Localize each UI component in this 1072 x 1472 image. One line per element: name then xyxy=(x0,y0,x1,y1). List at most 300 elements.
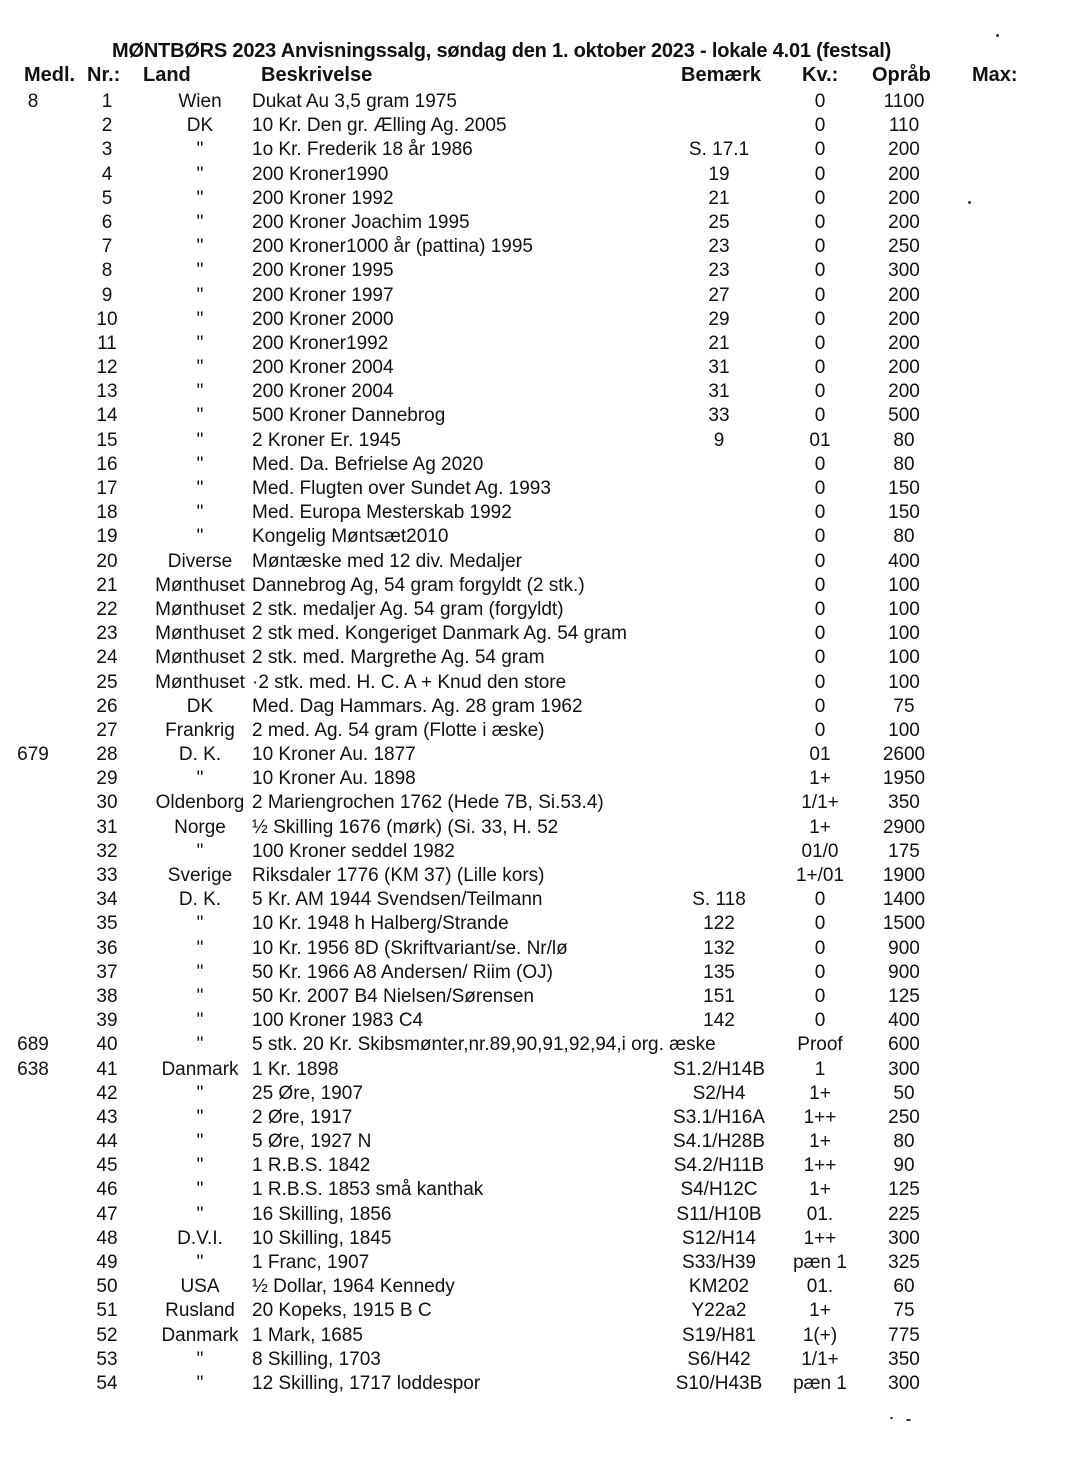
scan-speck xyxy=(890,1417,893,1419)
header-max: Max: xyxy=(972,64,1018,86)
cell-land: " xyxy=(196,405,204,427)
cell-oprab: 50 xyxy=(893,1082,915,1104)
cell-nr: 13 xyxy=(96,381,118,403)
table-row xyxy=(0,187,1072,211)
cell-beskrivelse: 10 Kr. Den gr. Ælling Ag. 2005 xyxy=(252,115,507,137)
cell-kv: 0 xyxy=(814,115,826,137)
cell-oprab: 100 xyxy=(888,623,920,645)
header-kv: Kv.: xyxy=(802,64,839,86)
table-row xyxy=(0,308,1072,332)
cell-nr: 17 xyxy=(96,478,118,499)
cell-nr: 50 xyxy=(96,1276,118,1298)
cell-beskrivelse: Riksdaler 1776 (KM 37) (Lille kors) xyxy=(252,865,545,886)
cell-kv: 1+ xyxy=(809,816,831,838)
scan-speck xyxy=(968,201,971,204)
cell-nr: 30 xyxy=(96,792,118,814)
cell-oprab: 250 xyxy=(888,236,920,258)
table-row xyxy=(0,622,1072,646)
cell-kv: 1+ xyxy=(809,1131,831,1153)
cell-kv: 0 xyxy=(814,332,826,354)
cell-land: " xyxy=(196,187,204,209)
cell-bemaerk: S2/H4 xyxy=(692,1082,746,1104)
cell-oprab: 80 xyxy=(893,429,915,451)
cell-land: DK xyxy=(186,115,214,137)
cell-nr: 9 xyxy=(101,284,113,306)
table-row xyxy=(0,1275,1072,1299)
cell-land: " xyxy=(196,1179,204,1201)
table-row xyxy=(0,598,1072,622)
cell-beskrivelse: Med. Europa Mesterskab 1992 xyxy=(252,502,512,524)
cell-bemaerk: 21 xyxy=(708,187,730,209)
cell-land: " xyxy=(196,985,204,1007)
cell-nr: 53 xyxy=(96,1348,118,1370)
table-row xyxy=(0,477,1072,501)
cell-beskrivelse: 200 Kroner 1992 xyxy=(252,187,394,209)
cell-beskrivelse: 200 Kroner1992 xyxy=(252,332,389,354)
cell-land: D.V.I. xyxy=(177,1227,223,1249)
cell-land: " xyxy=(196,1010,204,1032)
cell-oprab: 200 xyxy=(888,211,920,233)
cell-kv: 01 xyxy=(809,744,831,766)
cell-bemaerk: 151 xyxy=(703,985,735,1007)
cell-nr: 12 xyxy=(96,357,118,379)
header-bemaerk: Bemærk xyxy=(681,64,762,86)
cell-oprab: 350 xyxy=(888,1348,920,1370)
table-row xyxy=(0,1372,1072,1396)
table-row xyxy=(0,1203,1072,1227)
cell-nr: 46 xyxy=(96,1179,118,1201)
cell-beskrivelse: 10 Kr. 1956 8D (Skriftvariant/se. Nr/lø xyxy=(252,937,568,959)
cell-kv: 0 xyxy=(814,889,826,911)
cell-kv: 0 xyxy=(814,139,826,161)
cell-nr: 7 xyxy=(101,236,113,258)
cell-kv: 1+ xyxy=(809,1082,831,1104)
cell-kv: pæn 1 xyxy=(793,1252,847,1273)
cell-land: " xyxy=(196,840,204,862)
cell-bemaerk: S4.1/H28B xyxy=(673,1131,765,1153)
cell-land: " xyxy=(196,332,204,354)
cell-nr: 23 xyxy=(96,623,118,645)
cell-oprab: 300 xyxy=(888,260,920,282)
table-row xyxy=(0,138,1072,162)
cell-kv: 0 xyxy=(814,502,826,524)
cell-beskrivelse: ½ Skilling 1676 (mørk) (Si. 33, H. 52 xyxy=(252,816,559,838)
table-row xyxy=(0,380,1072,404)
cell-beskrivelse: 200 Kroner 1997 xyxy=(252,284,394,306)
cell-oprab: 100 xyxy=(888,574,920,596)
cell-bemaerk: 135 xyxy=(703,961,735,983)
cell-bemaerk: 29 xyxy=(708,308,730,330)
cell-beskrivelse: 200 Kroner 2000 xyxy=(252,308,394,330)
cell-kv: 0 xyxy=(814,695,826,717)
cell-oprab: 80 xyxy=(893,453,915,475)
cell-nr: 32 xyxy=(96,840,118,862)
scan-speck xyxy=(906,1419,911,1421)
cell-beskrivelse: Med. Flugten over Sundet Ag. 1993 xyxy=(252,478,551,499)
cell-nr: 47 xyxy=(96,1203,118,1225)
cell-bemaerk: 132 xyxy=(703,937,735,959)
cell-bemaerk: 19 xyxy=(708,163,730,185)
cell-land: " xyxy=(196,453,204,475)
cell-kv: 0 xyxy=(814,574,826,596)
table-row xyxy=(0,284,1072,308)
header-medl: Medl. xyxy=(24,64,76,86)
cell-kv: pæn 1 xyxy=(793,1372,847,1394)
cell-oprab: 500 xyxy=(888,405,920,427)
page-title: MØNTBØRS 2023 Anvisningssalg, søndag den 1. oktober 2023 - lokale 4.01 (festsal) xyxy=(112,40,892,62)
cell-oprab: 200 xyxy=(888,187,920,209)
table-row xyxy=(0,259,1072,283)
cell-bemaerk: 27 xyxy=(708,284,730,306)
cell-oprab: 2900 xyxy=(882,816,926,838)
cell-kv: 0 xyxy=(814,308,826,330)
cell-beskrivelse: 20 Kopeks, 1915 B C xyxy=(252,1300,432,1322)
cell-beskrivelse: 5 Øre, 1927 N xyxy=(252,1131,372,1153)
table-row xyxy=(0,864,1072,888)
table-row xyxy=(0,671,1072,695)
table-row xyxy=(0,1082,1072,1106)
cell-kv: 1++ xyxy=(803,1155,837,1177)
table-row xyxy=(0,646,1072,670)
cell-kv: Proof xyxy=(797,1034,843,1056)
cell-beskrivelse: Med. Da. Befrielse Ag 2020 xyxy=(252,453,484,475)
cell-beskrivelse: 12 Skilling, 1717 loddespor xyxy=(252,1372,481,1394)
cell-nr: 44 xyxy=(96,1131,118,1153)
cell-bemaerk: S3.1/H16A xyxy=(673,1106,765,1128)
table-row xyxy=(0,816,1072,840)
cell-beskrivelse: 2 Kroner Er. 1945 xyxy=(252,429,401,451)
cell-bemaerk: S11/H10B xyxy=(676,1203,762,1225)
table-row xyxy=(0,937,1072,961)
cell-bemaerk: S. 17.1 xyxy=(688,139,750,161)
cell-beskrivelse: 5 Kr. AM 1944 Svendsen/Teilmann xyxy=(252,889,543,911)
cell-kv: 1++ xyxy=(803,1106,837,1128)
header-beskrivelse: Beskrivelse xyxy=(261,64,373,86)
cell-oprab: 200 xyxy=(888,139,920,161)
cell-land: D. K. xyxy=(178,889,222,911)
cell-nr: 39 xyxy=(96,1010,118,1032)
cell-beskrivelse: 2 stk. med. Margrethe Ag. 54 gram xyxy=(252,647,545,669)
table-row xyxy=(0,888,1072,912)
cell-oprab: 200 xyxy=(888,332,920,354)
cell-bemaerk: 31 xyxy=(708,381,730,403)
cell-beskrivelse: 1 R.B.S. 1842 xyxy=(252,1155,371,1177)
cell-land: " xyxy=(196,381,204,403)
table-row xyxy=(0,1058,1072,1082)
cell-nr: 18 xyxy=(96,502,118,524)
cell-nr: 20 xyxy=(96,550,118,572)
cell-oprab: 2600 xyxy=(882,744,926,766)
cell-nr: 43 xyxy=(96,1106,118,1128)
table-row xyxy=(0,1299,1072,1323)
cell-land: Danmark xyxy=(161,1324,239,1346)
cell-land: " xyxy=(196,1155,204,1177)
table-row xyxy=(0,1178,1072,1202)
cell-nr: 6 xyxy=(101,211,113,233)
cell-land: Danmark xyxy=(161,1058,239,1080)
cell-oprab: 900 xyxy=(888,961,920,983)
cell-nr: 2 xyxy=(101,115,113,137)
cell-beskrivelse: 200 Kroner 1995 xyxy=(252,260,394,282)
cell-bemaerk: S12/H14 xyxy=(682,1227,756,1249)
cell-oprab: 325 xyxy=(888,1252,920,1273)
cell-oprab: 100 xyxy=(888,647,920,669)
table-row xyxy=(0,114,1072,138)
cell-land: Diverse xyxy=(167,550,233,572)
cell-bemaerk: 21 xyxy=(708,332,730,354)
scan-speck xyxy=(996,34,999,37)
cell-land: Norge xyxy=(174,816,226,838)
cell-beskrivelse: 10 Kr. 1948 h Halberg/Strande xyxy=(252,913,509,935)
cell-kv: 01. xyxy=(806,1276,834,1298)
cell-beskrivelse: Med. Dag Hammars. Ag. 28 gram 1962 xyxy=(252,695,583,717)
cell-nr: 49 xyxy=(96,1252,118,1273)
cell-oprab: 75 xyxy=(893,1300,915,1322)
cell-oprab: 250 xyxy=(888,1106,920,1128)
cell-beskrivelse: ·2 stk. med. H. C. A + Knud den store xyxy=(252,671,567,693)
cell-kv: 0 xyxy=(814,284,826,306)
cell-land: " xyxy=(196,502,204,524)
table-row xyxy=(0,912,1072,936)
table-row xyxy=(0,525,1072,549)
cell-nr: 33 xyxy=(96,865,118,886)
cell-beskrivelse: 1 Franc, 1907 xyxy=(252,1252,370,1273)
cell-beskrivelse: Dannebrog Ag, 54 gram forgyldt (2 stk.) xyxy=(252,574,585,596)
cell-land: Mønthuset xyxy=(155,574,245,596)
cell-kv: 0 xyxy=(814,91,826,112)
cell-land: " xyxy=(196,961,204,983)
cell-beskrivelse: 1 R.B.S. 1853 små kanthak xyxy=(252,1179,484,1201)
cell-bemaerk: 33 xyxy=(708,405,730,427)
cell-oprab: 200 xyxy=(888,163,920,185)
cell-oprab: 200 xyxy=(888,284,920,306)
cell-oprab: 1500 xyxy=(882,913,926,935)
cell-kv: 1+ xyxy=(809,1300,831,1322)
cell-beskrivelse: ½ Dollar, 1964 Kennedy xyxy=(252,1276,455,1298)
cell-oprab: 775 xyxy=(888,1324,920,1346)
cell-nr: 52 xyxy=(96,1324,118,1346)
cell-nr: 11 xyxy=(97,332,117,354)
cell-oprab: 100 xyxy=(888,719,920,741)
cell-nr: 27 xyxy=(96,719,118,741)
table-row xyxy=(0,211,1072,235)
table-row xyxy=(0,1324,1072,1348)
cell-beskrivelse: 500 Kroner Dannebrog xyxy=(252,405,446,427)
cell-nr: 14 xyxy=(96,405,118,427)
table-row xyxy=(0,1130,1072,1154)
cell-kv: 01. xyxy=(806,1203,834,1225)
cell-beskrivelse: 50 Kr. 2007 B4 Nielsen/Sørensen xyxy=(252,985,535,1007)
cell-oprab: 80 xyxy=(893,1131,915,1153)
cell-beskrivelse: 2 med. Ag. 54 gram (Flotte i æske) xyxy=(252,719,545,741)
table-row xyxy=(0,1348,1072,1372)
cell-bemaerk: S1.2/H14B xyxy=(673,1058,765,1080)
cell-kv: 1++ xyxy=(803,1227,837,1249)
cell-oprab: 400 xyxy=(888,550,920,572)
cell-oprab: 200 xyxy=(888,381,920,403)
cell-nr: 38 xyxy=(96,985,118,1007)
cell-kv: 0 xyxy=(814,598,826,620)
cell-nr: 40 xyxy=(96,1034,118,1056)
header-land: Land xyxy=(143,64,191,86)
cell-beskrivelse: 10 Kroner Au. 1877 xyxy=(252,744,416,766)
cell-oprab: 125 xyxy=(888,1179,920,1201)
cell-nr: 41 xyxy=(96,1058,118,1080)
table-row xyxy=(0,1251,1072,1275)
table-row xyxy=(0,719,1072,743)
cell-medl: 679 xyxy=(17,744,49,766)
cell-oprab: 150 xyxy=(888,502,920,524)
cell-oprab: 400 xyxy=(888,1010,920,1032)
cell-beskrivelse: 16 Skilling, 1856 xyxy=(252,1203,392,1225)
cell-nr: 5 xyxy=(101,187,113,209)
cell-nr: 25 xyxy=(96,671,118,693)
cell-beskrivelse: 1o Kr. Frederik 18 år 1986 xyxy=(252,139,473,161)
table-row xyxy=(0,743,1072,767)
cell-kv: 0 xyxy=(814,163,826,185)
cell-oprab: 300 xyxy=(888,1372,920,1394)
cell-beskrivelse: 2 Øre, 1917 xyxy=(252,1106,353,1128)
cell-land: Mønthuset xyxy=(155,623,245,645)
cell-kv: 0 xyxy=(814,671,826,693)
cell-oprab: 80 xyxy=(893,526,915,548)
cell-land: " xyxy=(196,1348,204,1370)
table-row xyxy=(0,791,1072,815)
cell-oprab: 600 xyxy=(888,1034,920,1056)
table-row xyxy=(0,235,1072,259)
cell-nr: 42 xyxy=(96,1082,118,1104)
cell-oprab: 175 xyxy=(888,840,920,862)
cell-land: " xyxy=(196,913,204,935)
cell-kv: 0 xyxy=(814,187,826,209)
cell-land: USA xyxy=(180,1276,220,1298)
cell-beskrivelse: 200 Kroner Joachim 1995 xyxy=(252,211,470,233)
cell-kv: 0 xyxy=(814,381,826,403)
cell-kv: 1/1+ xyxy=(801,1348,839,1370)
table-row xyxy=(0,404,1072,428)
table-row xyxy=(0,453,1072,477)
cell-beskrivelse: 25 Øre, 1907 xyxy=(252,1082,363,1104)
cell-beskrivelse: 10 Skilling, 1845 xyxy=(252,1227,392,1249)
cell-bemaerk: S19/H81 xyxy=(682,1324,756,1346)
cell-land: " xyxy=(196,163,204,185)
cell-beskrivelse: 50 Kr. 1966 A8 Andersen/ Riim (OJ) xyxy=(252,961,553,983)
cell-bemaerk: 31 xyxy=(708,357,730,379)
cell-kv: 1+/01 xyxy=(795,865,845,886)
cell-land: D. K. xyxy=(178,744,222,766)
cell-beskrivelse: Kongelig Møntsæt2010 xyxy=(252,526,449,548)
cell-kv: 1+ xyxy=(809,1179,831,1201)
cell-kv: 0 xyxy=(814,623,826,645)
cell-land: " xyxy=(196,260,204,282)
cell-land: " xyxy=(196,478,204,499)
cell-kv: 0 xyxy=(814,478,826,499)
header-oprab: Opråb xyxy=(872,64,931,86)
cell-nr: 34 xyxy=(96,889,118,911)
cell-nr: 10 xyxy=(96,308,118,330)
cell-oprab: 150 xyxy=(888,478,920,499)
cell-kv: 0 xyxy=(814,719,826,741)
cell-land: " xyxy=(196,1082,204,1104)
cell-land: " xyxy=(196,1372,204,1394)
cell-oprab: 60 xyxy=(893,1276,915,1298)
cell-nr: 15 xyxy=(96,429,118,451)
cell-bemaerk: S. 118 xyxy=(692,889,746,911)
cell-land: Rusland xyxy=(165,1300,235,1322)
header-nr: Nr.: xyxy=(87,64,121,86)
cell-beskrivelse: Dukat Au 3,5 gram 1975 xyxy=(252,91,457,112)
cell-beskrivelse: 200 Kroner 2004 xyxy=(252,381,394,403)
cell-kv: 0 xyxy=(814,937,826,959)
cell-beskrivelse: 100 Kroner seddel 1982 xyxy=(252,840,455,862)
cell-nr: 24 xyxy=(96,647,118,669)
cell-land: " xyxy=(196,1131,204,1153)
table-row xyxy=(0,961,1072,985)
table-row xyxy=(0,840,1072,864)
cell-nr: 37 xyxy=(96,961,118,983)
cell-nr: 31 xyxy=(96,816,118,838)
cell-land: Mønthuset xyxy=(155,647,245,669)
cell-oprab: 200 xyxy=(888,357,920,379)
cell-nr: 36 xyxy=(96,937,118,959)
cell-kv: 0 xyxy=(814,260,826,282)
cell-beskrivelse: 200 Kroner1990 xyxy=(252,163,389,185)
cell-beskrivelse: 2 stk. medaljer Ag. 54 gram (forgyldt) xyxy=(252,598,564,620)
cell-beskrivelse: 1 Kr. 1898 xyxy=(252,1058,339,1080)
cell-bemaerk: 9 xyxy=(713,429,725,451)
cell-bemaerk: S4/H12C xyxy=(680,1179,758,1201)
cell-kv: 0 xyxy=(814,211,826,233)
table-row xyxy=(0,574,1072,598)
table-row xyxy=(0,1227,1072,1251)
cell-bemaerk: 23 xyxy=(708,260,730,282)
cell-kv: 0 xyxy=(814,961,826,983)
table-row xyxy=(0,332,1072,356)
cell-land: " xyxy=(196,429,204,451)
cell-kv: 01/0 xyxy=(801,840,839,862)
cell-land: " xyxy=(196,1252,204,1273)
cell-bemaerk: KM202 xyxy=(688,1276,750,1298)
cell-land: DK xyxy=(186,695,214,717)
cell-land: " xyxy=(196,937,204,959)
cell-oprab: 900 xyxy=(888,937,920,959)
table-row xyxy=(0,1033,1072,1057)
cell-land: " xyxy=(196,1106,204,1128)
cell-oprab: 75 xyxy=(893,695,915,717)
cell-land: Mønthuset xyxy=(155,671,245,693)
cell-nr: 19 xyxy=(96,526,118,548)
cell-oprab: 100 xyxy=(888,671,920,693)
cell-bemaerk: 23 xyxy=(708,236,730,258)
cell-nr: 4 xyxy=(101,163,113,185)
table-row xyxy=(0,501,1072,525)
cell-land: Oldenborg xyxy=(155,792,245,814)
cell-nr: 48 xyxy=(96,1227,118,1249)
cell-beskrivelse: 5 stk. 20 Kr. Skibsmønter,nr.89,90,91,92,94,i org. æske xyxy=(252,1034,716,1056)
cell-oprab: 1400 xyxy=(882,889,926,911)
cell-bemaerk: Y22a2 xyxy=(691,1300,747,1322)
cell-nr: 51 xyxy=(96,1300,118,1322)
cell-beskrivelse: 200 Kroner1000 år (pattina) 1995 xyxy=(252,236,533,258)
cell-land: " xyxy=(196,526,204,548)
table-row xyxy=(0,1009,1072,1033)
cell-nr: 54 xyxy=(96,1372,118,1394)
cell-kv: 0 xyxy=(814,1010,826,1032)
cell-land: " xyxy=(196,768,204,790)
cell-oprab: 1900 xyxy=(882,865,926,886)
lot-table xyxy=(0,90,1072,1396)
cell-land: Sverige xyxy=(167,865,233,886)
